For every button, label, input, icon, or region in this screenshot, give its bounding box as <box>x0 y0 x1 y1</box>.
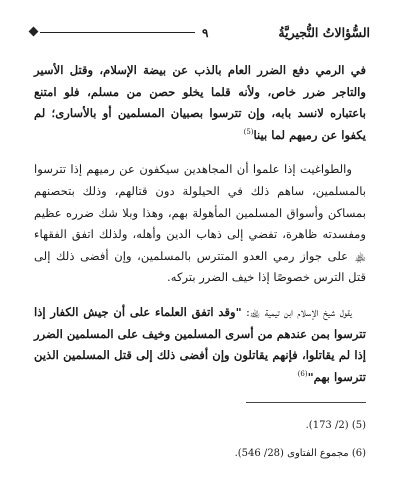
diamond-ornament-icon <box>29 27 39 37</box>
main-text <box>34 60 366 401</box>
book-title: السُّؤالاتُ النُّجيريَّةُ <box>278 25 370 40</box>
footnotes <box>34 416 366 472</box>
footnote: (5) (2/ 173). <box>305 420 366 431</box>
header-rule <box>40 32 195 33</box>
quote-intro: يقول شيخ الإسلام ابن تيمية ﵀: <box>246 304 352 319</box>
footnote-reference: (5) <box>243 127 254 136</box>
footnote: (6) مجموع الفتاوى (28/ 546). <box>234 448 366 459</box>
paragraph: في الرمي دفع الضرر العام بالذب عن بيضة الإسلام، وقتل الأسير والتاجر ضرر خاص، ولأنه قلما يخلو حصن من مسلم، فلو امتنع باعتباره لانسد بابه، وإن تترسوا بصبيان المسلمين أو بالأسارى؛ لم يكفوا عن رميهم لما بينا$^{(5)}$ <box>34 63 366 142</box>
footnote-reference: (6) <box>297 369 308 378</box>
running-header <box>30 22 370 44</box>
page-number: ٩ <box>202 26 209 40</box>
paragraph <box>34 302 366 388</box>
paragraph: والطواغيت إذا علموا أن المجاهدين سيكفون عن رميهم إذا تترسوا بالمسلمين، ساهم ذلك في الحيلولة دون قتالهم، وذلك بتحصنهم بمساكن وأسواق المسلمين المأهولة بهم، وهذا وبلا شك ضرره عظيم ومفسدته ظاهرة، تفضي إلى ذهاب الدين وأهله، ولذلك اتفق الفقهاء ﵏ على جواز رمي العدو المتترس بالمسلمين، وإن أفضى ذلك إلى قتل الترس خصوصًا إذا خيف الضرر بتركه. <box>34 162 366 285</box>
quotation: "وقد اتفق العلماء على أن جيش الكفار إذا تترسوا بمن عندهم من أسرى المسلمين وخيف على المسلمين الضرر إذا لم يقاتلوا، فإنهم يقاتلون وإن أفضى ذلك إلى قتل المسلمين الذين تترسوا بهم" <box>34 304 366 384</box>
footnote-separator <box>246 402 366 403</box>
